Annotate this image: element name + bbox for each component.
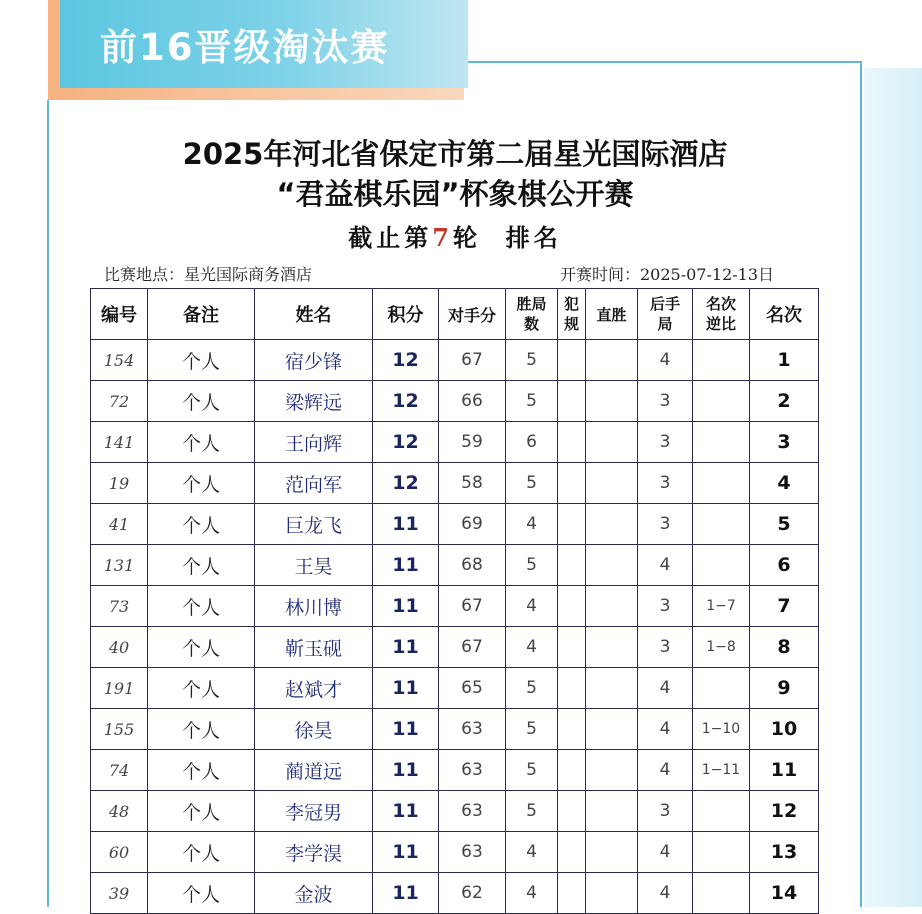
cell-id: 74 — [91, 750, 148, 791]
table-row — [91, 791, 819, 832]
cell-direct — [586, 709, 638, 750]
cell-id: 73 — [91, 586, 148, 627]
cell-wins: 5 — [506, 791, 558, 832]
header-foul — [558, 289, 586, 340]
cell-rank: 11 — [750, 750, 819, 791]
cell-name: 李学淏 — [255, 832, 373, 873]
cell-opp-score: 68 — [439, 545, 506, 586]
cell-direct — [586, 791, 638, 832]
cell-later: 4 — [638, 832, 693, 873]
cell-foul — [558, 750, 586, 791]
subtitle-prefix: 截止第 — [348, 223, 433, 252]
cell-score: 12 — [373, 381, 439, 422]
cell-note: 个人 — [148, 545, 255, 586]
cell-opp-score: 67 — [439, 586, 506, 627]
table-row — [91, 422, 819, 463]
header-name: 姓名 — [255, 289, 373, 340]
cell-note: 个人 — [148, 668, 255, 709]
cell-opp-score: 66 — [439, 381, 506, 422]
cell-foul — [558, 422, 586, 463]
cell-score: 12 — [373, 463, 439, 504]
cell-opp-score: 63 — [439, 791, 506, 832]
cell-later: 3 — [638, 791, 693, 832]
cell-direct — [586, 545, 638, 586]
table-header-row — [91, 289, 819, 340]
cell-score: 11 — [373, 709, 439, 750]
cell-foul — [558, 463, 586, 504]
ranking-table — [90, 288, 819, 914]
cell-id: 154 — [91, 340, 148, 381]
cell-wins: 4 — [506, 627, 558, 668]
date-info: 开赛时间：2025-07-12-13日 — [560, 265, 775, 284]
header-wins-line1: 胜局 — [516, 295, 547, 313]
cell-rank: 7 — [750, 586, 819, 627]
section-banner — [60, 0, 468, 88]
cell-opp-score: 67 — [439, 340, 506, 381]
cell-ratio — [693, 668, 750, 709]
cell-rank: 4 — [750, 463, 819, 504]
cell-name: 宿少锋 — [255, 340, 373, 381]
cell-later: 4 — [638, 873, 693, 914]
cell-name: 金波 — [255, 873, 373, 914]
header-wins-line2: 数 — [523, 315, 539, 333]
table-row — [91, 709, 819, 750]
cell-wins: 5 — [506, 750, 558, 791]
cell-opp-score: 69 — [439, 504, 506, 545]
cell-wins: 6 — [506, 422, 558, 463]
cell-later: 3 — [638, 422, 693, 463]
panel-border-right — [860, 61, 862, 907]
cell-direct — [586, 504, 638, 545]
cell-foul — [558, 709, 586, 750]
cell-opp-score: 63 — [439, 709, 506, 750]
cell-rank: 12 — [750, 791, 819, 832]
cell-note: 个人 — [148, 340, 255, 381]
header-id: 编号 — [91, 289, 148, 340]
table-row — [91, 340, 819, 381]
cell-opp-score: 63 — [439, 832, 506, 873]
header-foul-line1: 犯 — [563, 295, 579, 313]
cell-wins: 4 — [506, 832, 558, 873]
cell-id: 41 — [91, 504, 148, 545]
cell-rank: 13 — [750, 832, 819, 873]
cell-name: 巨龙飞 — [255, 504, 373, 545]
banner-title: 前16晋级淘汰赛 — [100, 26, 390, 69]
cell-id: 141 — [91, 422, 148, 463]
cell-later: 4 — [638, 709, 693, 750]
cell-later: 4 — [638, 750, 693, 791]
cell-ratio — [693, 545, 750, 586]
cell-rank: 8 — [750, 627, 819, 668]
cell-later: 3 — [638, 627, 693, 668]
cell-later: 3 — [638, 463, 693, 504]
panel-border-top — [468, 61, 862, 63]
cell-opp-score: 67 — [439, 627, 506, 668]
table-row — [91, 668, 819, 709]
cell-id: 40 — [91, 627, 148, 668]
table-row — [91, 627, 819, 668]
cell-name: 范向军 — [255, 463, 373, 504]
cell-note: 个人 — [148, 463, 255, 504]
cell-opp-score: 63 — [439, 750, 506, 791]
header-foul-line2: 规 — [563, 315, 579, 333]
cell-id: 48 — [91, 791, 148, 832]
cell-score: 11 — [373, 750, 439, 791]
cell-foul — [558, 381, 586, 422]
document-title-line1: 2025年河北省保定市第二届星光国际酒店 — [182, 137, 728, 171]
cell-rank: 10 — [750, 709, 819, 750]
cell-id: 191 — [91, 668, 148, 709]
cell-foul — [558, 545, 586, 586]
cell-id: 131 — [91, 545, 148, 586]
cell-note: 个人 — [148, 791, 255, 832]
cell-id: 72 — [91, 381, 148, 422]
header-wins — [506, 289, 558, 340]
table-row — [91, 873, 819, 914]
table-row — [91, 750, 819, 791]
cell-id: 19 — [91, 463, 148, 504]
cell-direct — [586, 340, 638, 381]
cell-rank: 1 — [750, 340, 819, 381]
cell-later: 3 — [638, 586, 693, 627]
cell-name: 李冠男 — [255, 791, 373, 832]
cell-note: 个人 — [148, 873, 255, 914]
cell-id: 155 — [91, 709, 148, 750]
table-row — [91, 586, 819, 627]
side-decoration — [864, 68, 922, 907]
cell-name: 徐昊 — [255, 709, 373, 750]
table-row — [91, 381, 819, 422]
venue-info: 比赛地点：星光国际商务酒店 — [104, 265, 313, 284]
cell-foul — [558, 668, 586, 709]
header-direct: 直胜 — [586, 289, 638, 340]
cell-name: 王昊 — [255, 545, 373, 586]
cell-foul — [558, 873, 586, 914]
cell-ratio — [693, 340, 750, 381]
cell-rank: 3 — [750, 422, 819, 463]
table-row — [91, 463, 819, 504]
cell-wins: 5 — [506, 668, 558, 709]
cell-direct — [586, 463, 638, 504]
cell-score: 11 — [373, 586, 439, 627]
cell-foul — [558, 340, 586, 381]
cell-later: 4 — [638, 545, 693, 586]
table-row — [91, 545, 819, 586]
cell-direct — [586, 750, 638, 791]
cell-direct — [586, 627, 638, 668]
cell-later: 4 — [638, 668, 693, 709]
cell-later: 4 — [638, 340, 693, 381]
cell-score: 11 — [373, 504, 439, 545]
cell-foul — [558, 832, 586, 873]
header-later — [638, 289, 693, 340]
cell-ratio — [693, 791, 750, 832]
cell-ratio — [693, 381, 750, 422]
cell-later: 3 — [638, 504, 693, 545]
cell-ratio: 1−11 — [693, 750, 750, 791]
cell-note: 个人 — [148, 832, 255, 873]
cell-ratio: 1−7 — [693, 586, 750, 627]
panel-border-left — [47, 100, 49, 907]
header-ratio-line1: 名次 — [705, 295, 736, 313]
header-rank: 名次 — [750, 289, 819, 340]
header-opp-score: 对手分 — [439, 289, 506, 340]
cell-wins: 5 — [506, 709, 558, 750]
cell-ratio — [693, 504, 750, 545]
cell-id: 60 — [91, 832, 148, 873]
cell-direct — [586, 381, 638, 422]
cell-name: 靳玉砚 — [255, 627, 373, 668]
cell-name: 王向辉 — [255, 422, 373, 463]
cell-opp-score: 62 — [439, 873, 506, 914]
cell-note: 个人 — [148, 504, 255, 545]
cell-wins: 5 — [506, 381, 558, 422]
cell-direct — [586, 668, 638, 709]
cell-ratio: 1−10 — [693, 709, 750, 750]
cell-name: 梁辉远 — [255, 381, 373, 422]
header-ratio — [693, 289, 750, 340]
cell-opp-score: 58 — [439, 463, 506, 504]
cell-note: 个人 — [148, 586, 255, 627]
cell-note: 个人 — [148, 627, 255, 668]
cell-wins: 4 — [506, 586, 558, 627]
header-ratio-line2: 逆比 — [705, 315, 736, 333]
cell-ratio — [693, 873, 750, 914]
cell-ratio — [693, 422, 750, 463]
cell-foul — [558, 504, 586, 545]
cell-wins: 5 — [506, 545, 558, 586]
cell-note: 个人 — [148, 381, 255, 422]
cell-opp-score: 59 — [439, 422, 506, 463]
cell-wins: 4 — [506, 873, 558, 914]
cell-opp-score: 65 — [439, 668, 506, 709]
header-score: 积分 — [373, 289, 439, 340]
cell-score: 12 — [373, 422, 439, 463]
cell-ratio — [693, 463, 750, 504]
cell-direct — [586, 586, 638, 627]
cell-foul — [558, 586, 586, 627]
table-row — [91, 832, 819, 873]
document-title-line2: “君益棋乐园”杯象棋公开赛 — [276, 177, 634, 211]
subtitle-suffix: 轮 排名 — [452, 223, 562, 252]
cell-direct — [586, 422, 638, 463]
cell-wins: 5 — [506, 340, 558, 381]
cell-name: 赵斌才 — [255, 668, 373, 709]
cell-note: 个人 — [148, 709, 255, 750]
cell-ratio: 1−8 — [693, 627, 750, 668]
cell-ratio — [693, 832, 750, 873]
cell-score: 11 — [373, 627, 439, 668]
cell-id: 39 — [91, 873, 148, 914]
round-number: 7 — [432, 223, 453, 252]
cell-score: 11 — [373, 545, 439, 586]
cell-score: 11 — [373, 791, 439, 832]
cell-score: 11 — [373, 873, 439, 914]
cell-wins: 4 — [506, 504, 558, 545]
cell-foul — [558, 627, 586, 668]
cell-rank: 2 — [750, 381, 819, 422]
cell-note: 个人 — [148, 750, 255, 791]
header-later-line2: 局 — [657, 315, 673, 333]
header-note: 备注 — [148, 289, 255, 340]
table-row — [91, 504, 819, 545]
cell-score: 12 — [373, 340, 439, 381]
header-later-line1: 后手 — [649, 295, 680, 313]
cell-rank: 6 — [750, 545, 819, 586]
cell-rank: 5 — [750, 504, 819, 545]
cell-note: 个人 — [148, 422, 255, 463]
cell-wins: 5 — [506, 463, 558, 504]
cell-name: 蔺道远 — [255, 750, 373, 791]
cell-rank: 14 — [750, 873, 819, 914]
cell-name: 林川博 — [255, 586, 373, 627]
cell-direct — [586, 873, 638, 914]
cell-score: 11 — [373, 668, 439, 709]
cell-rank: 9 — [750, 668, 819, 709]
cell-score: 11 — [373, 832, 439, 873]
cell-later: 3 — [638, 381, 693, 422]
cell-foul — [558, 791, 586, 832]
cell-direct — [586, 832, 638, 873]
document-subtitle — [50, 218, 860, 253]
